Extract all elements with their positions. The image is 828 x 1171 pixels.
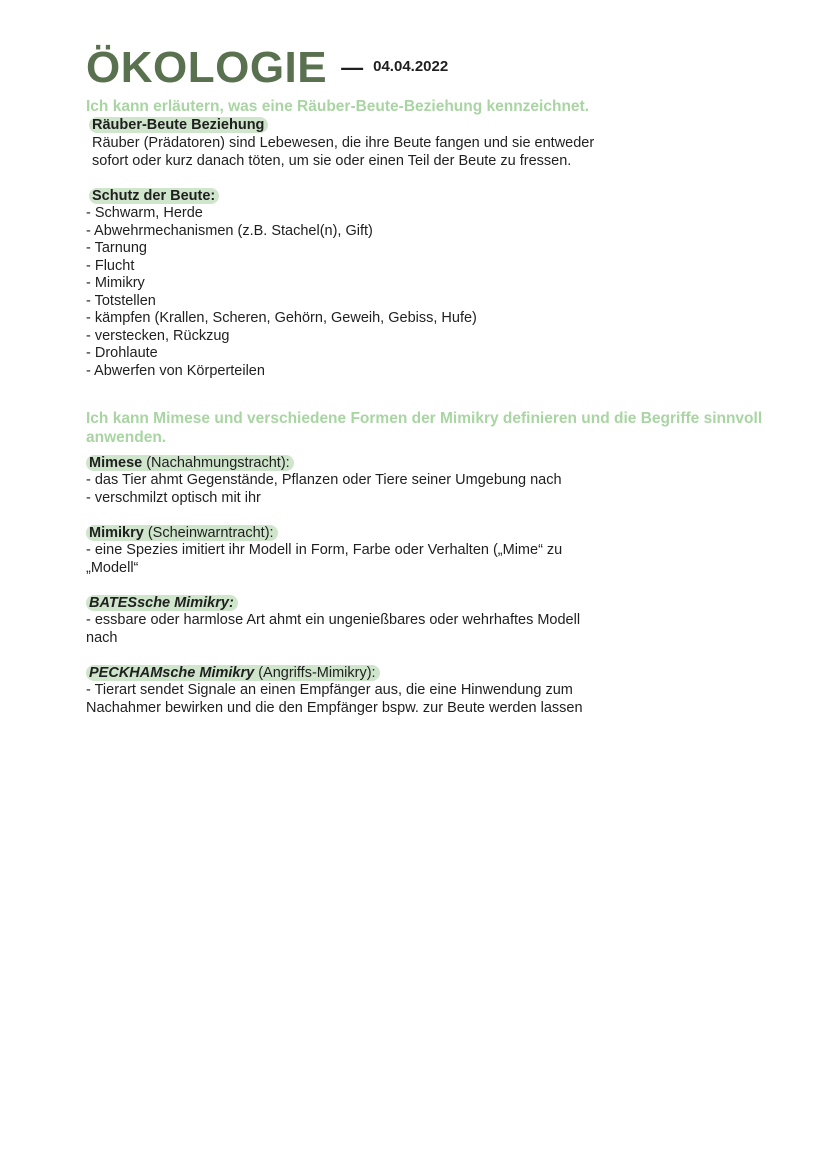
list-item: - Abwehrmechanismen (z.B. Stachel(n), Gift)	[86, 222, 373, 239]
definition-line-1: Räuber (Prädatoren) sind Lebewesen, die ihre Beute fangen und sie entweder	[92, 135, 595, 151]
section-mimicry	[86, 409, 766, 717]
protection-list	[86, 205, 766, 380]
heading-mimese	[86, 454, 766, 472]
note-mimese: (Nachahmungstracht):	[142, 455, 290, 471]
peckham-line-1: - Tierart sendet Signale an einen Empfänger aus, die eine Hinwendung zum	[86, 682, 573, 698]
list-item: - kämpfen (Krallen, Scheren, Gehörn, Geweih, Gebiss, Hufe)	[86, 310, 477, 326]
list-item: - Flucht	[86, 257, 135, 274]
list-item: - Mimikry	[86, 275, 145, 291]
term-bates: BATESsche Mimikry:	[86, 595, 238, 611]
mimese-line-1: - das Tier ahmt Gegenstände, Pflanzen oder Tiere seiner Umgebung nach	[86, 472, 562, 488]
mimikry-line-2: „Modell“	[86, 559, 139, 576]
heading-bates	[86, 594, 766, 612]
title-dash: —	[341, 55, 364, 80]
section-predator-prey	[86, 97, 766, 380]
term-peckham: PECKHAMsche Mimikry	[89, 665, 255, 681]
term-mimikry: Mimikry	[89, 525, 144, 541]
learning-goal-2-line-2: anwenden.	[86, 429, 167, 446]
date: 04.04.2022	[373, 57, 449, 75]
note-mimikry: (Scheinwarntracht):	[143, 525, 274, 541]
list-item: - Drohlaute	[86, 345, 158, 361]
term-mimese: Mimese	[89, 455, 143, 471]
list-item: - verstecken, Rückzug	[86, 327, 230, 344]
bates-line-1: - essbare oder harmlose Art ahmt ein ungenießbares oder wehrhaftes Modell	[86, 612, 581, 628]
heading-predator-prey	[86, 116, 766, 134]
heading-predator-prey-text: Räuber-Beute Beziehung	[89, 117, 268, 133]
peckham-line-2: Nachahmer bewirken und die den Empfänger bspw. zur Beute werden lassen	[86, 699, 583, 716]
heading-protection	[86, 187, 766, 205]
learning-goal-1: Ich kann erläutern, was eine Räuber-Beute-Beziehung kennzeichnet.	[86, 98, 590, 115]
heading-mimikry	[86, 524, 766, 542]
note-peckham: (Angriffs-Mimikry):	[254, 665, 376, 681]
definition-line-2: sofort oder kurz danach töten, um sie oder einen Teil der Beute zu fressen.	[92, 152, 572, 169]
page-title: ÖKOLOGIE	[86, 43, 328, 92]
list-item: - Abwerfen von Körperteilen	[86, 362, 265, 379]
heading-peckham	[86, 664, 766, 682]
list-item: - Totstellen	[86, 292, 156, 309]
title-row	[86, 40, 448, 96]
mimikry-line-1: - eine Spezies imitiert ihr Modell in Form, Farbe oder Verhalten („Mime“ zu	[86, 542, 563, 558]
heading-protection-text: Schutz der Beute:	[89, 188, 219, 204]
list-item: - Schwarm, Herde	[86, 205, 203, 221]
bates-line-2: nach	[86, 629, 118, 646]
learning-goal-2-line-1: Ich kann Mimese und verschiedene Formen der Mimikry definieren und die Begriffe sinnvoll	[86, 410, 763, 427]
list-item: - Tarnung	[86, 240, 147, 256]
mimese-line-2: - verschmilzt optisch mit ihr	[86, 489, 261, 506]
